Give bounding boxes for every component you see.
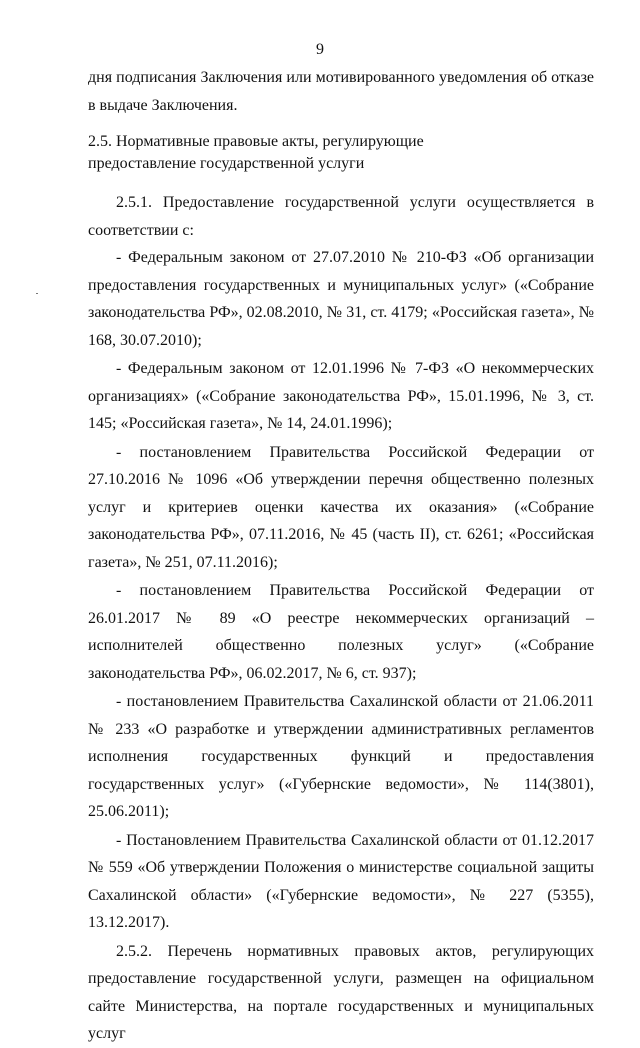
section-heading-line-2: предоставление государственной услуги: [88, 155, 365, 172]
paragraph-2-5-2: 2.5.2. Перечень нормативных правовых актов, регулирующих предоставление государственной услуги, размещен на официальном сайте Министерства, на портале государственных и муниципальных услуг: [88, 942, 594, 1042]
legal-act-item: - Постановлением Правительства Сахалинской области от 01.12.2017 № 559 «Об утверждении Положения о министерстве социальной защиты Сахалинской области» («Губернские ведомости», № 227 (5355), 13.12.2017).: [88, 831, 594, 931]
legal-act-item: - постановлением Правительства Российской Федерации от 26.01.2017 № 89 «О реестре некоммерческих организаций – исполнителей общественно полезных услуг» («Собрание законодательства РФ», 06.02.2017, № 6, ст. 937);: [88, 582, 594, 682]
legal-act-item: - Федеральным законом от 12.01.1996 № 7-ФЗ «О некоммерческих организациях» («Собрание законодательства РФ», 15.01.1996, № 3, ст. 145; «Российская газета», № 14, 24.01.1996);: [88, 360, 594, 432]
legal-act-item: - Федеральным законом от 27.07.2010 № 210-ФЗ «Об организации предоставления государственных и муниципальных услуг» («Собрание законодательства РФ», 02.08.2010, № 31, ст. 4179; «Российская газета», № 168, 30.07.2010);: [88, 249, 594, 349]
legal-act-item: - постановлением Правительства Российской Федерации от 27.10.2016 № 1096 «Об утверждении перечня общественно полезных услуг и критериев оценки качества их оказания» («Собрание законодательства РФ», 07.11.2016, № 45 (часть II), ст. 6261; «Российская газета», № 251, 07.11.2016);: [88, 443, 594, 571]
scan-artifact: [36, 293, 38, 294]
section-heading: [88, 131, 594, 175]
legal-act-item: - постановлением Правительства Сахалинской области от 21.06.2011 № 233 «О разработке и утверждении административных регламентов исполнения государственных функций и предоставления государственных услуг» («Губернские ведомости», № 114(3801), 25.06.2011);: [88, 693, 594, 820]
section-heading-line-1: 2.5. Нормативные правовые акты, регулирующие: [88, 133, 424, 150]
paragraph-2-5-1: 2.5.1. Предоставление государственной услуги осуществляется в соответствии с:: [88, 194, 594, 239]
page-number: 9: [316, 41, 324, 58]
page-body: [88, 64, 594, 1048]
intro-paragraph: дня подписания Заключения или мотивированного уведомления об отказе в выдаче Заключения.: [88, 69, 594, 114]
